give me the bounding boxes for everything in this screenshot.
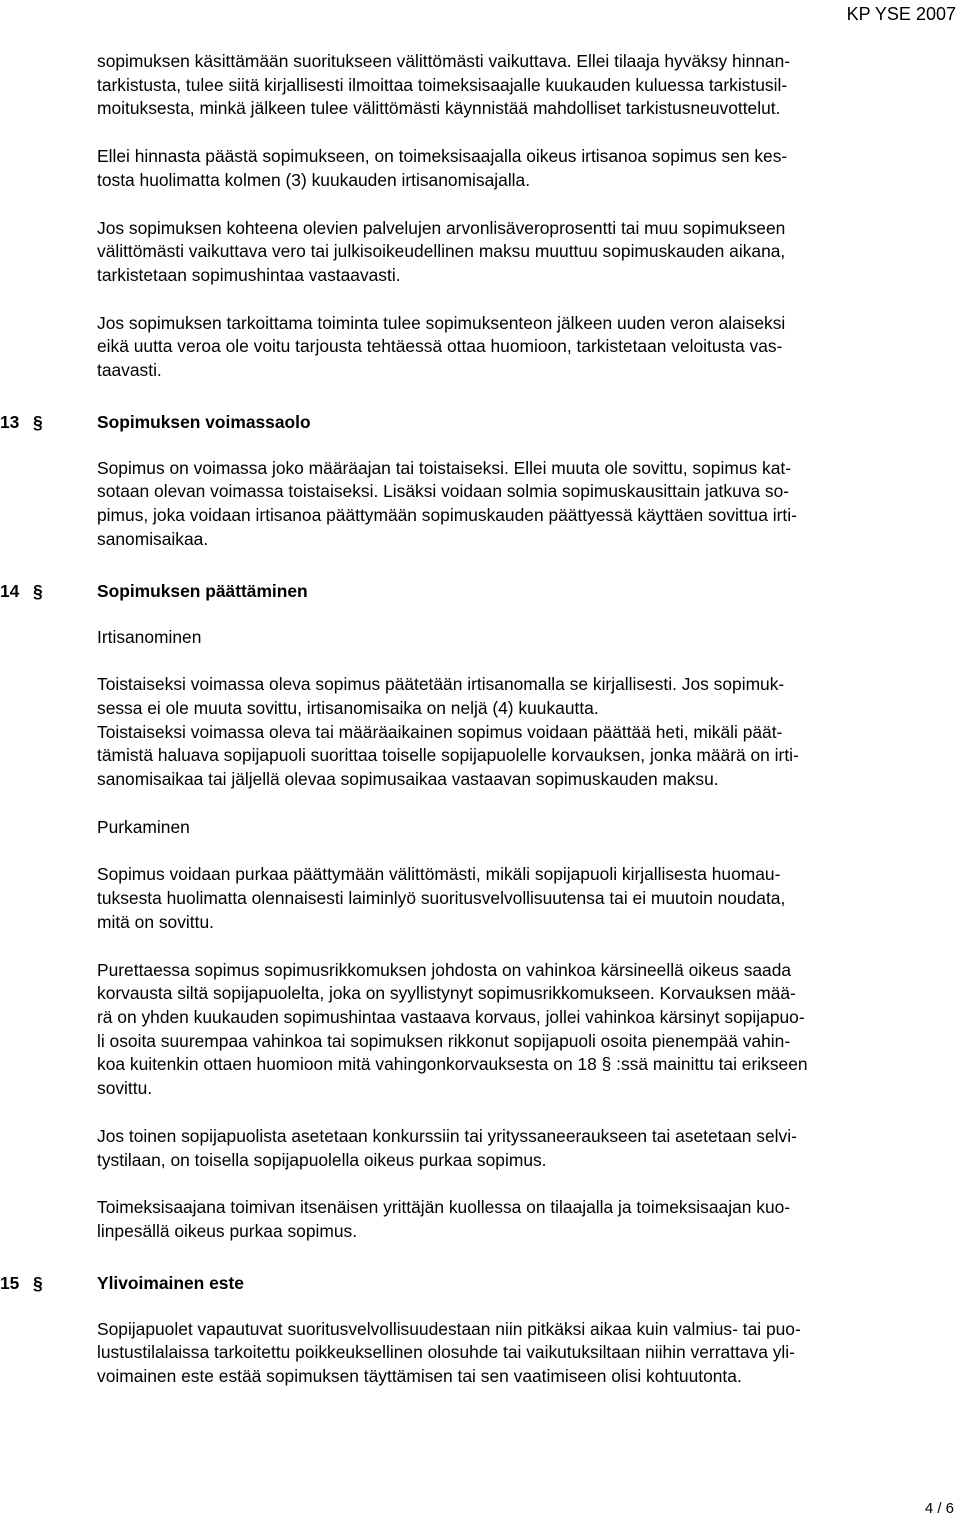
section-mark: § bbox=[33, 580, 43, 601]
subheading-irtisanominen: Irtisanominen bbox=[97, 626, 202, 647]
text-line: pimus, joka voidaan irtisanoa päättymään sopimuskauden päättyessä käyttäen sovittua irti- bbox=[97, 505, 797, 526]
paragraph bbox=[97, 673, 955, 720]
section-title: Sopimuksen voimassaolo bbox=[97, 411, 311, 432]
paragraph bbox=[97, 959, 955, 1101]
section-number: 15 bbox=[0, 1272, 20, 1293]
paragraph bbox=[97, 1196, 955, 1243]
text-line: sanomisaikaa. bbox=[97, 528, 209, 549]
section-heading-14 bbox=[0, 576, 960, 606]
section-heading-15 bbox=[0, 1268, 960, 1298]
text-line: Sopimus on voimassa joko määräajan tai toistaiseksi. Ellei muuta ole sovittu, sopimus kat- bbox=[97, 457, 792, 478]
text-line: Toistaiseksi voimassa oleva sopimus päätetään irtisanomalla se kirjallisesti. Jos sopimuk- bbox=[97, 674, 785, 695]
text-line: mitä on sovittu. bbox=[97, 911, 214, 932]
paragraph bbox=[97, 1318, 955, 1389]
paragraph bbox=[97, 312, 955, 383]
document-code: KP YSE 2007 bbox=[846, 4, 956, 24]
text-line: koa kuitenkin ottaen huomioon mitä vahingonkorvauksesta on 18 § :ssä mainittu tai erikseen bbox=[97, 1054, 808, 1075]
text-line: tosta huolimatta kolmen (3) kuukauden irtisanomisajalla. bbox=[97, 169, 531, 190]
text-line: Toimeksisaajana toimivan itsenäisen yrittäjän kuollessa on tilaajalla ja toimeksisaajan kuo- bbox=[97, 1197, 791, 1218]
text-line: rä on yhden kuukauden sopimushintaa vastaava korvaus, jollei vahinkoa kärsinyt sopijapuo- bbox=[97, 1006, 805, 1027]
paragraph bbox=[97, 50, 955, 121]
section-number: 14 bbox=[0, 580, 20, 601]
section-number: 13 bbox=[0, 411, 20, 432]
text-line: tämistä haluava sopijapuoli suorittaa toiselle sopijapuolelle korvauksen, jonka määrä on irti- bbox=[97, 745, 799, 766]
text-line: sovittu. bbox=[97, 1078, 153, 1099]
text-line: Sopijapuolet vapautuvat suoritusvelvollisuudestaan niin pitkäksi aikaa kuin valmius- tai puo- bbox=[97, 1318, 801, 1339]
text-line: sopimuksen käsittämään suoritukseen välittömästi vaikuttava. Ellei tilaaja hyväksy hinnan- bbox=[97, 51, 791, 71]
paragraph bbox=[97, 217, 955, 288]
text-line: Jos sopimuksen tarkoittama toiminta tulee sopimuksenteon jälkeen uuden veron alaiseksi bbox=[97, 312, 786, 333]
text-line: Sopimus voidaan purkaa päättymään välittömästi, mikäli sopijapuoli kirjallisesta huomau- bbox=[97, 864, 781, 885]
text-line: voimainen este estää sopimuksen täyttämisen tai sen vaatimiseen olisi kohtuutonta. bbox=[97, 1366, 742, 1387]
section-title: Sopimuksen päättäminen bbox=[97, 580, 308, 601]
section-mark: § bbox=[33, 1272, 43, 1293]
text-line: tystilaan, on toisella sopijapuolella oikeus purkaa sopimus. bbox=[97, 1149, 547, 1170]
text-line: taavasti. bbox=[97, 360, 162, 381]
text-line: tarkistetaan sopimushintaa vastaavasti. bbox=[97, 264, 401, 285]
paragraph bbox=[97, 457, 955, 552]
text-line: Ellei hinnasta päästä sopimukseen, on toimeksisaajalla oikeus irtisanoa sopimus sen kes- bbox=[97, 146, 788, 167]
text-line: sessa ei ole muuta sovittu, irtisanomisaika on neljä (4) kuukautta. bbox=[97, 697, 599, 718]
text-line: sotaan olevan voimassa toistaiseksi. Lisäksi voidaan solmia sopimuskausittain jatkuva so- bbox=[97, 481, 790, 502]
text-line: tarkistusta, tulee siitä kirjallisesti ilmoittaa toimeksisaajalle kuukauden kuluessa tarkistusil- bbox=[97, 74, 788, 95]
text-line: Jos sopimuksen kohteena olevien palvelujen arvonlisäveroprosentti tai muu sopimukseen bbox=[97, 217, 786, 238]
paragraph bbox=[97, 1125, 955, 1172]
text-line: Toistaiseksi voimassa oleva tai määräaikainen sopimus voidaan päättää heti, mikäli päät- bbox=[97, 721, 783, 742]
text-line: Purettaessa sopimus sopimusrikkomuksen johdosta on vahinkoa kärsineellä oikeus saada bbox=[97, 959, 792, 980]
document-body bbox=[0, 50, 960, 1413]
text-line: välittömästi vaikuttava vero tai julkisoikeudellinen maksu muuttuu sopimuskauden aikana, bbox=[97, 241, 786, 262]
section-mark: § bbox=[33, 411, 43, 432]
subheading-purkaminen: Purkaminen bbox=[97, 816, 190, 837]
page-number: 4 / 6 bbox=[924, 1500, 954, 1517]
text-line: linpesällä oikeus purkaa sopimus. bbox=[97, 1220, 358, 1241]
paragraph bbox=[97, 721, 955, 792]
text-line: sanomisaikaa tai jäljellä olevaa sopimusaikaa vastaavan sopimuskauden maksu. bbox=[97, 769, 719, 790]
section-heading-13 bbox=[0, 407, 960, 437]
text-line: eikä uutta veroa ole voitu tarjousta tehtäessä ottaa huomioon, tarkistetaan veloitusta vas- bbox=[97, 336, 783, 357]
text-line: Jos toinen sopijapuolista asetetaan konkurssiin tai yrityssaneeraukseen tai asetetaan selvi- bbox=[97, 1125, 797, 1146]
text-line: lustustilalaissa tarkoitettu poikkeuksellinen olosuhde tai vaikutuksiltaan niihin verrattava yli- bbox=[97, 1342, 795, 1363]
text-line: li osoita suurempaa vahinkoa tai sopimuksen rikkonut sopijapuoli osoita pienempää vahin- bbox=[97, 1030, 791, 1051]
text-line: tuksesta huolimatta olennaisesti laiminlyö suoritusvelvollisuutensa tai ei muutoin noudata, bbox=[97, 888, 786, 909]
paragraph bbox=[97, 145, 955, 192]
paragraph bbox=[97, 863, 955, 934]
text-line: korvausta siltä sopijapuolelta, joka on syyllistynyt sopimusrikkomukseen. Korvauksen mää- bbox=[97, 983, 796, 1004]
section-title: Ylivoimainen este bbox=[97, 1272, 244, 1293]
text-line: moituksesta, minkä jälkeen tulee välittömästi käynnistää mahdolliset tarkistusneuvottelut. bbox=[97, 98, 781, 119]
